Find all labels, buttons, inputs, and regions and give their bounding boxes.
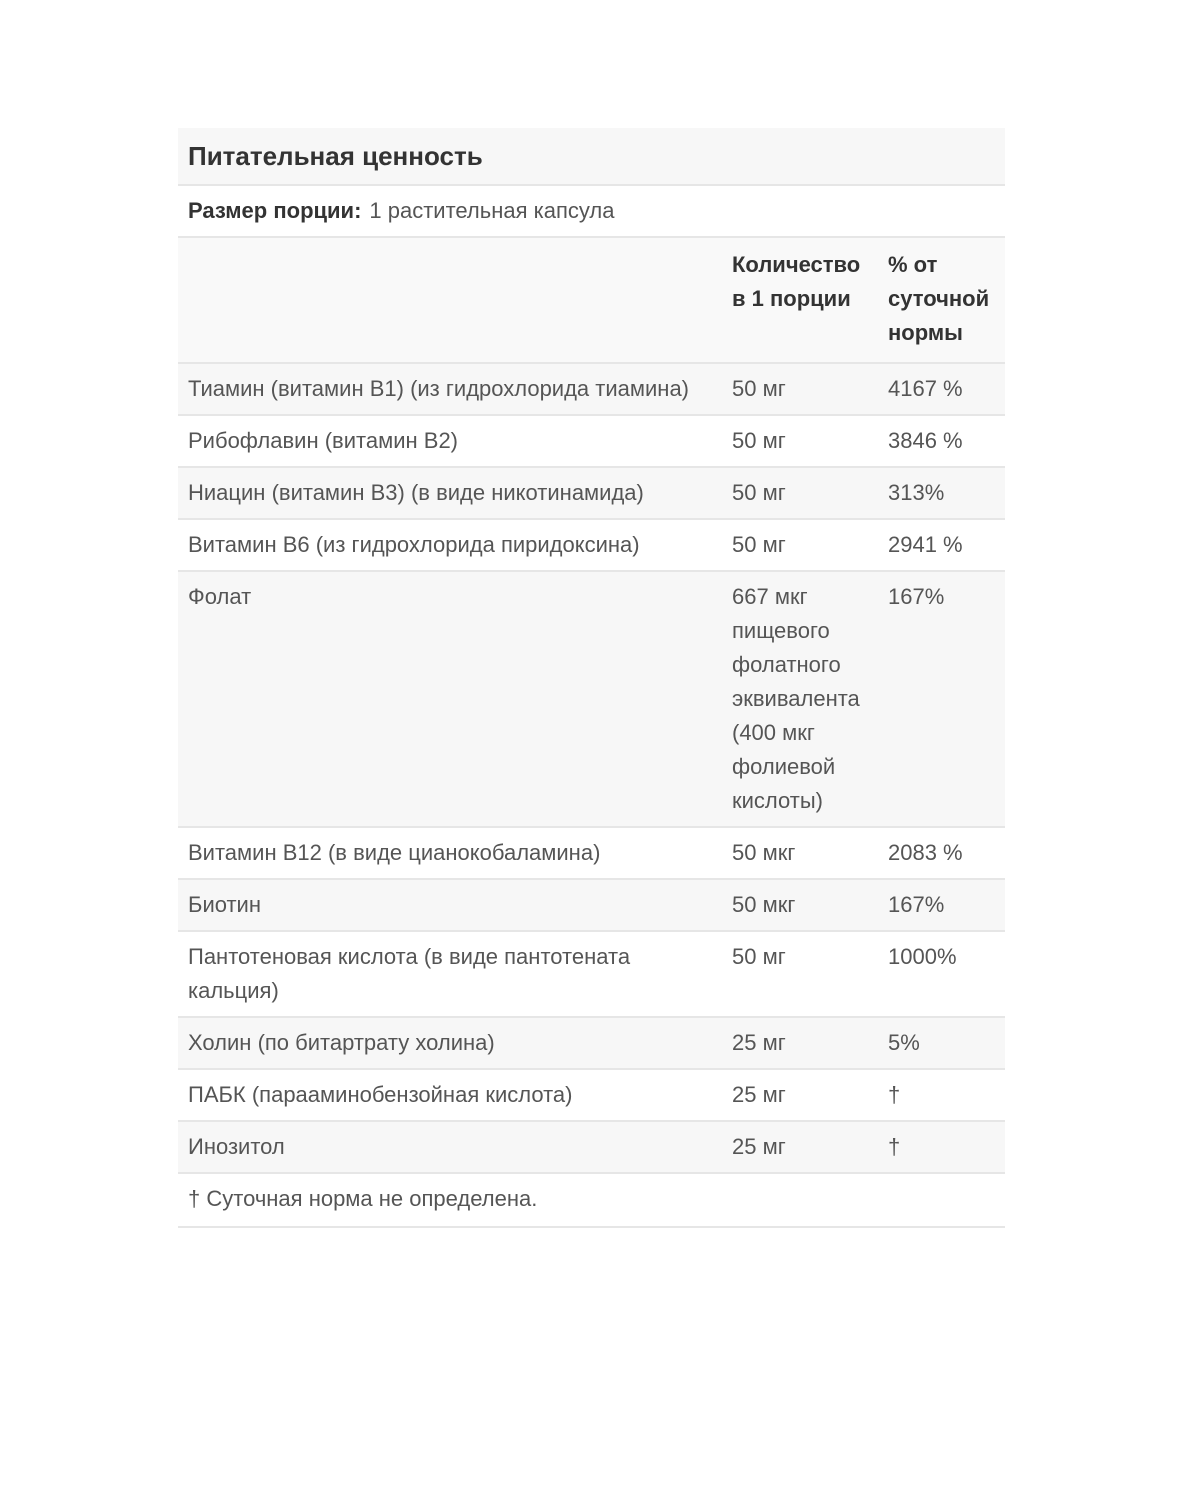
header-amount: Количество в 1 порции xyxy=(723,238,879,363)
header-daily-value: % от суточной нормы xyxy=(879,238,1005,363)
nutrient-name: Тиамин (витамин B1) (из гидрохлорида тиамина) xyxy=(178,363,723,415)
table-row xyxy=(178,1121,1005,1173)
nutrient-amount: 50 мкг xyxy=(723,827,879,879)
nutrient-name: Инозитол xyxy=(178,1121,723,1173)
nutrient-amount: 50 мг xyxy=(723,931,879,1017)
nutrient-daily-value: 2941 % xyxy=(879,519,1005,571)
footnote: † Суточная норма не определена. xyxy=(178,1174,1005,1228)
table-row xyxy=(178,571,1005,827)
nutrient-amount: 50 мкг xyxy=(723,879,879,931)
nutrient-amount: 50 мг xyxy=(723,467,879,519)
nutrient-amount: 25 мг xyxy=(723,1017,879,1069)
nutrient-name: Фолат xyxy=(178,571,723,827)
nutrient-name: Рибофлавин (витамин B2) xyxy=(178,415,723,467)
table-row xyxy=(178,519,1005,571)
nutrient-daily-value: † xyxy=(879,1121,1005,1173)
table-row xyxy=(178,363,1005,415)
page-title: Питательная ценность xyxy=(188,140,483,171)
nutrition-facts-panel xyxy=(178,128,1005,1228)
nutrient-daily-value: 1000% xyxy=(879,931,1005,1017)
nutrient-amount: 50 мг xyxy=(723,415,879,467)
title-row xyxy=(178,128,1005,186)
table-header-row xyxy=(178,238,1005,363)
table-row xyxy=(178,415,1005,467)
serving-size-row xyxy=(178,186,1005,238)
nutrient-daily-value: 167% xyxy=(879,879,1005,931)
table-row xyxy=(178,931,1005,1017)
nutrient-daily-value: 3846 % xyxy=(879,415,1005,467)
table-row xyxy=(178,827,1005,879)
nutrient-amount: 25 мг xyxy=(723,1069,879,1121)
nutrient-name: Витамин B12 (в виде цианокобаламина) xyxy=(178,827,723,879)
nutrient-daily-value: 2083 % xyxy=(879,827,1005,879)
nutrient-name: Холин (по битартрату холина) xyxy=(178,1017,723,1069)
nutrient-name: Биотин xyxy=(178,879,723,931)
nutrient-name: Ниацин (витамин B3) (в виде никотинамида) xyxy=(178,467,723,519)
nutrition-table xyxy=(178,238,1005,1174)
nutrient-daily-value: 5% xyxy=(879,1017,1005,1069)
table-row xyxy=(178,1069,1005,1121)
nutrient-amount: 667 мкг пищевого фолатного эквивалента (400 мкг фолиевой кислоты) xyxy=(723,571,879,827)
nutrient-daily-value: 4167 % xyxy=(879,363,1005,415)
table-row xyxy=(178,879,1005,931)
serving-size-value: 1 растительная капсула xyxy=(369,198,615,223)
serving-size-label: Размер порции: xyxy=(188,198,362,223)
header-name xyxy=(178,238,723,363)
nutrient-name: ПАБК (парааминобензойная кислота) xyxy=(178,1069,723,1121)
nutrient-amount: 50 мг xyxy=(723,519,879,571)
nutrient-daily-value: 167% xyxy=(879,571,1005,827)
nutrient-name: Пантотеновая кислота (в виде пантотената кальция) xyxy=(178,931,723,1017)
table-row xyxy=(178,467,1005,519)
nutrient-name: Витамин B6 (из гидрохлорида пиридоксина) xyxy=(178,519,723,571)
nutrient-amount: 50 мг xyxy=(723,363,879,415)
nutrient-daily-value: 313% xyxy=(879,467,1005,519)
table-row xyxy=(178,1017,1005,1069)
nutrient-daily-value: † xyxy=(879,1069,1005,1121)
nutrient-amount: 25 мг xyxy=(723,1121,879,1173)
